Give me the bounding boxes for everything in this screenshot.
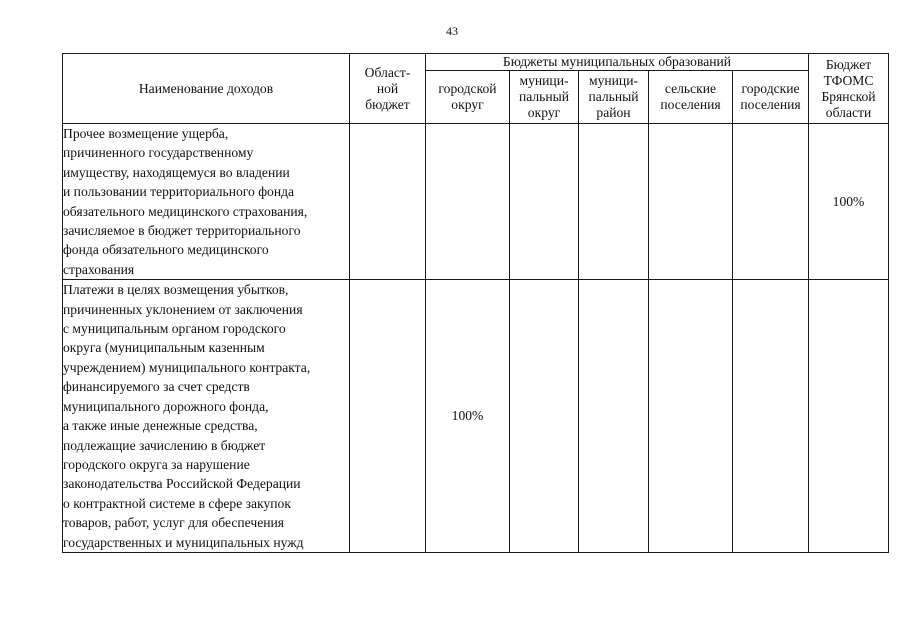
rural-value — [649, 124, 733, 280]
table-row — [63, 124, 889, 280]
header-rural-settlements: сельские поселения — [649, 71, 733, 124]
header-urban-settlements: городские поселения — [733, 71, 809, 124]
city-district-value: 100% — [426, 280, 510, 553]
header-municipal-budgets: Бюджеты муниципальных образований — [426, 54, 809, 71]
regional-value — [350, 124, 426, 280]
regional-value — [350, 280, 426, 553]
city-district-value — [426, 124, 510, 280]
header-revenue-name: Наименование доходов — [63, 54, 350, 124]
header-tfoms-budget: Бюджет ТФОМС Брянской области — [809, 54, 889, 124]
revenue-name-cell: Прочее возмещение ущерба, причиненного государственному имуществу, находящемуся во владении и пользовании территориального фонда обязательного медицинского страхования, зачисляемое в бюджет территориального фонда обязательного медицинского страхования — [63, 124, 350, 280]
rural-value — [649, 280, 733, 553]
tfoms-value — [809, 280, 889, 553]
header-municipal-raion: муници- пальный район — [579, 71, 649, 124]
page-number: 43 — [446, 24, 458, 38]
revenue-distribution-table — [62, 53, 889, 553]
header-city-district: городской округ — [426, 71, 510, 124]
header-municipal-okrug: муници- пальный округ — [510, 71, 579, 124]
municipal-okrug-value — [510, 280, 579, 553]
urban-value — [733, 280, 809, 553]
municipal-raion-value — [579, 124, 649, 280]
header-regional-budget: Област- ной бюджет — [350, 54, 426, 124]
municipal-raion-value — [579, 280, 649, 553]
municipal-okrug-value — [510, 124, 579, 280]
tfoms-value: 100% — [809, 124, 889, 280]
urban-value — [733, 124, 809, 280]
revenue-name-cell: Платежи в целях возмещения убытков, причиненных уклонением от заключения с муниципальным органом городского округа (муниципальным казенным учреждением) муниципального контракта, финансируемого за счет средств муниципального дорожного фонда, а также иные денежные средства, подлежащие зачислению в бюджет городского округа за нарушение законодательства Российской Федерации о контрактной системе в сфере закупок товаров, работ, услуг для обеспечения государственных и муниципальных нужд — [63, 280, 350, 553]
table-row — [63, 280, 889, 553]
